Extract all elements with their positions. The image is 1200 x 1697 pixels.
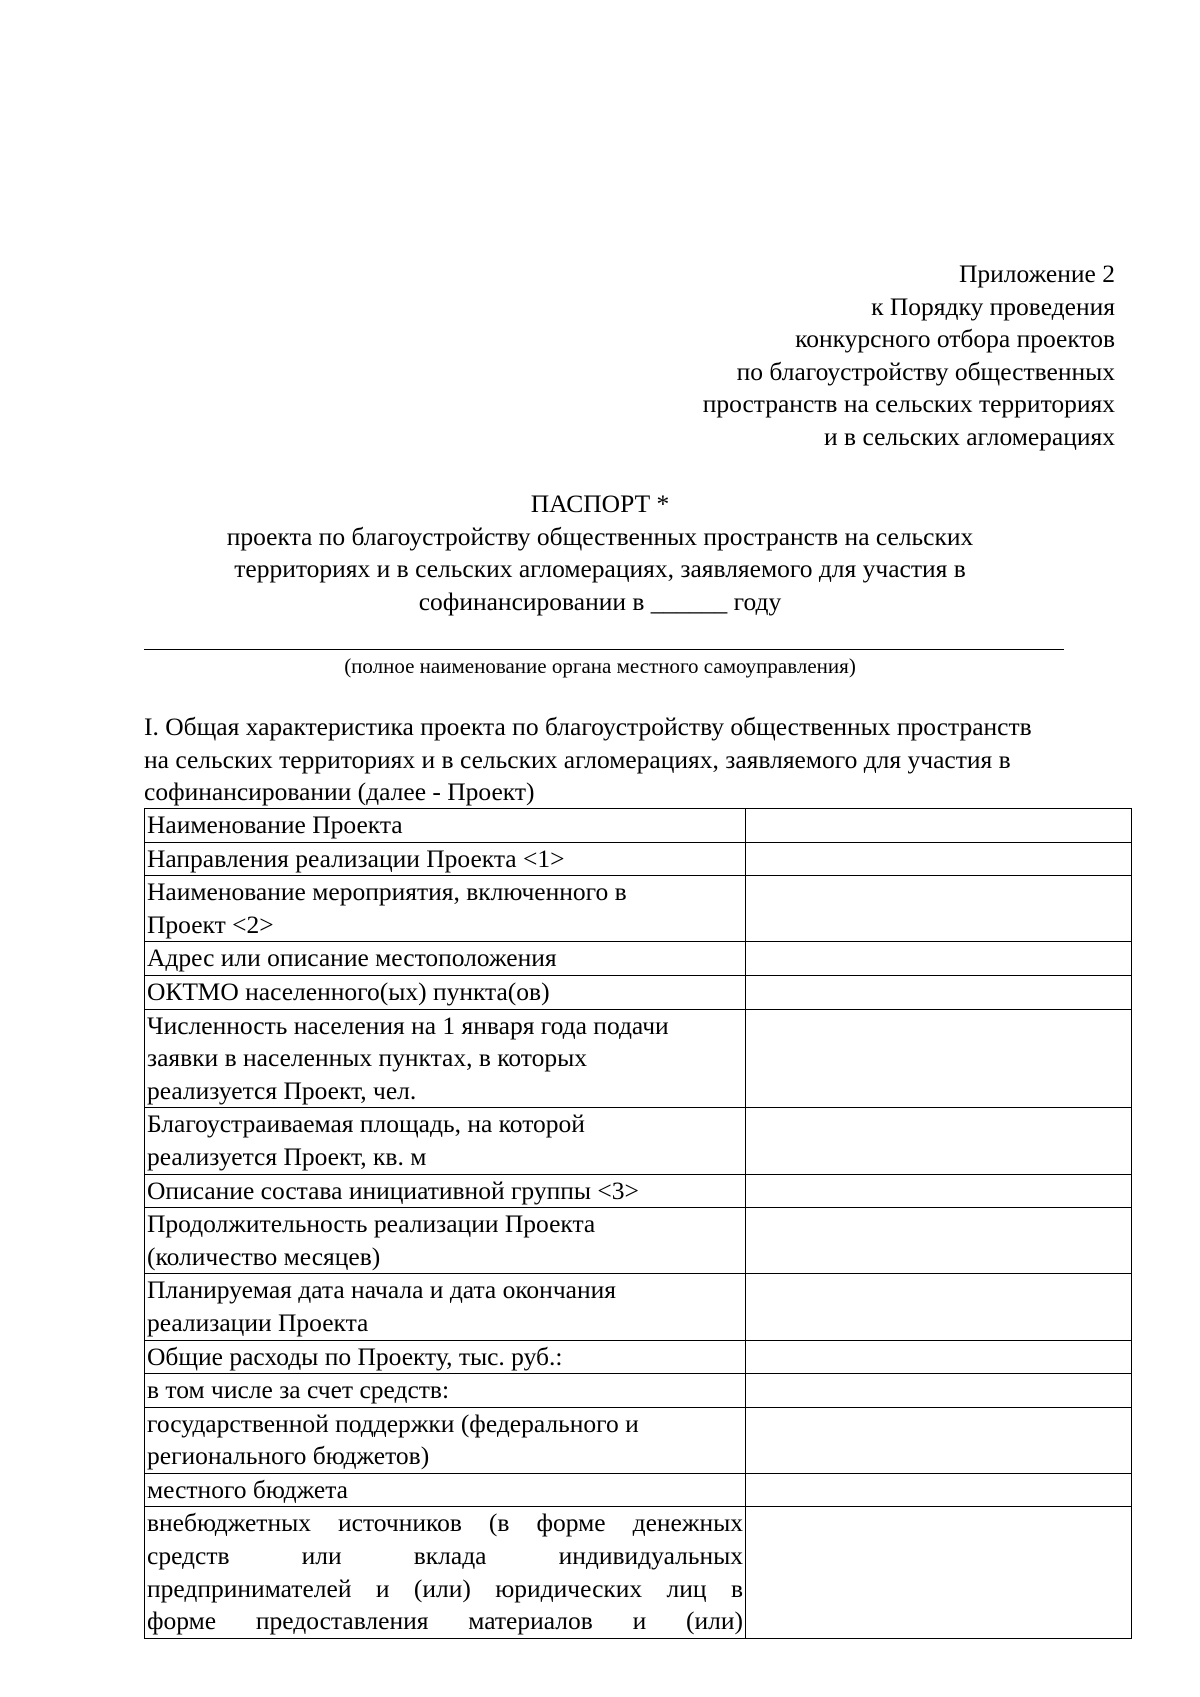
row-label-line: регионального бюджетов): [147, 1441, 430, 1471]
row-value-cell[interactable]: [746, 942, 1132, 976]
authority-caption: (полное наименование органа местного самоуправления): [344, 654, 856, 678]
table-row: [145, 975, 1132, 1009]
table-row: [145, 1208, 1132, 1274]
appendix-line: пространств на сельских территориях: [702, 389, 1115, 419]
row-label-line: предпринимателей и (или) юридических лиц в: [147, 1573, 743, 1603]
table-row: [145, 876, 1132, 942]
row-label-line: Общие расходы по Проекту, тыс. руб.:: [147, 1341, 563, 1371]
row-label-line: реализации Проекта: [147, 1307, 369, 1337]
row-label-line: Наименование Проекта: [147, 810, 403, 839]
row-label-line: ОКТМО населенного(ых) пункта(ов): [147, 976, 550, 1006]
appendix-line: к Порядку проведения: [871, 291, 1115, 321]
row-value-cell[interactable]: [746, 1407, 1132, 1473]
passport-subtitle-line: территориях и в сельских агломерациях, заявляемого для участия в: [234, 554, 966, 584]
row-label: [145, 1507, 746, 1638]
passport-heading: ПАСПОРТ *: [530, 489, 670, 518]
row-value-cell[interactable]: [746, 1507, 1132, 1638]
passport-subtitle-line: софинансировании в ______ году: [418, 586, 782, 616]
project-characteristics-table: [144, 808, 1132, 1639]
row-label-line: реализуется Проект, кв. м: [147, 1141, 427, 1171]
row-label-line: Планируемая дата начала и дата окончания: [147, 1275, 616, 1305]
row-label: [145, 1208, 746, 1274]
row-value-cell[interactable]: [746, 1174, 1132, 1208]
table-row: [145, 1374, 1132, 1408]
appendix-line: и в сельских агломерациях: [824, 421, 1115, 451]
table-row: [145, 1407, 1132, 1473]
section-1-heading: [144, 711, 1032, 809]
row-label-line: форме предоставления материалов и (или): [147, 1606, 743, 1636]
row-label: [145, 1009, 746, 1108]
row-label-line: Проект <2>: [147, 909, 274, 939]
row-value-cell[interactable]: [746, 1208, 1132, 1274]
passport-title: [0, 488, 1200, 618]
authority-fill-line: [144, 649, 1064, 650]
row-label: [145, 1407, 746, 1473]
row-label-line: Продолжительность реализации Проекта: [147, 1209, 596, 1239]
row-label-line: Благоустраиваемая площадь, на которой: [147, 1109, 585, 1139]
row-value-cell[interactable]: [746, 1009, 1132, 1108]
row-value-cell[interactable]: [746, 1108, 1132, 1174]
row-label-line: внебюджетных источников (в форме денежных: [147, 1508, 743, 1538]
row-label: [145, 1108, 746, 1174]
row-label-line: Адрес или описание местоположения: [147, 943, 557, 973]
appendix-line: конкурсного отбора проектов: [795, 324, 1115, 354]
appendix-line: по благоустройству общественных: [736, 356, 1115, 386]
row-label-line: заявки в населенных пунктах, в которых: [147, 1043, 587, 1073]
row-value-cell[interactable]: [746, 809, 1132, 843]
row-label-line: Численность населения на 1 января года подачи: [147, 1010, 669, 1040]
section-heading-line: на сельских территориях и в сельских агломерациях, заявляемого для участия в: [144, 744, 1011, 774]
row-label: [145, 1473, 746, 1507]
table-row: [145, 842, 1132, 876]
row-value-cell[interactable]: [746, 1340, 1132, 1374]
row-value-cell[interactable]: [746, 975, 1132, 1009]
row-label-line: в том числе за счет средств:: [147, 1375, 450, 1405]
row-value-cell[interactable]: [746, 1274, 1132, 1340]
row-label: [145, 1340, 746, 1374]
table-row: [145, 1108, 1132, 1174]
section-heading-line: I. Общая характеристика проекта по благоустройству общественных пространств: [144, 712, 1032, 741]
row-label-line: реализуется Проект, чел.: [147, 1075, 417, 1105]
row-value-cell[interactable]: [746, 1374, 1132, 1408]
row-label-line: средств или вклада индивидуальных: [147, 1541, 743, 1571]
row-value-cell[interactable]: [746, 842, 1132, 876]
row-value-cell[interactable]: [746, 1473, 1132, 1507]
row-label-line: (количество месяцев): [147, 1241, 381, 1271]
table-row: [145, 1274, 1132, 1340]
appendix-line: Приложение 2: [959, 259, 1115, 288]
table-row: [145, 1507, 1132, 1638]
row-label-line: Направления реализации Проекта <1>: [147, 843, 565, 873]
row-label: [145, 1174, 746, 1208]
table-row: [145, 1174, 1132, 1208]
section-heading-line: софинансировании (далее - Проект): [144, 777, 535, 807]
table-row: [145, 809, 1132, 843]
row-label: [145, 809, 746, 843]
table-row: [145, 942, 1132, 976]
row-value-cell[interactable]: [746, 876, 1132, 942]
row-label: [145, 1374, 746, 1408]
row-label: [145, 876, 746, 942]
row-label: [145, 842, 746, 876]
row-label-line: государственной поддержки (федерального и: [147, 1408, 639, 1438]
table-row: [145, 1340, 1132, 1374]
row-label-line: Наименование мероприятия, включенного в: [147, 877, 627, 907]
table-row: [145, 1473, 1132, 1507]
row-label: [145, 975, 746, 1009]
passport-subtitle-line: проекта по благоустройству общественных пространств на сельских: [226, 521, 974, 551]
row-label-line: местного бюджета: [147, 1474, 348, 1504]
row-label: [145, 1274, 746, 1340]
table-row: [145, 1009, 1132, 1108]
row-label: [145, 942, 746, 976]
row-label-line: Описание состава инициативной группы <3>: [147, 1175, 639, 1205]
appendix-reference: [703, 258, 1115, 454]
